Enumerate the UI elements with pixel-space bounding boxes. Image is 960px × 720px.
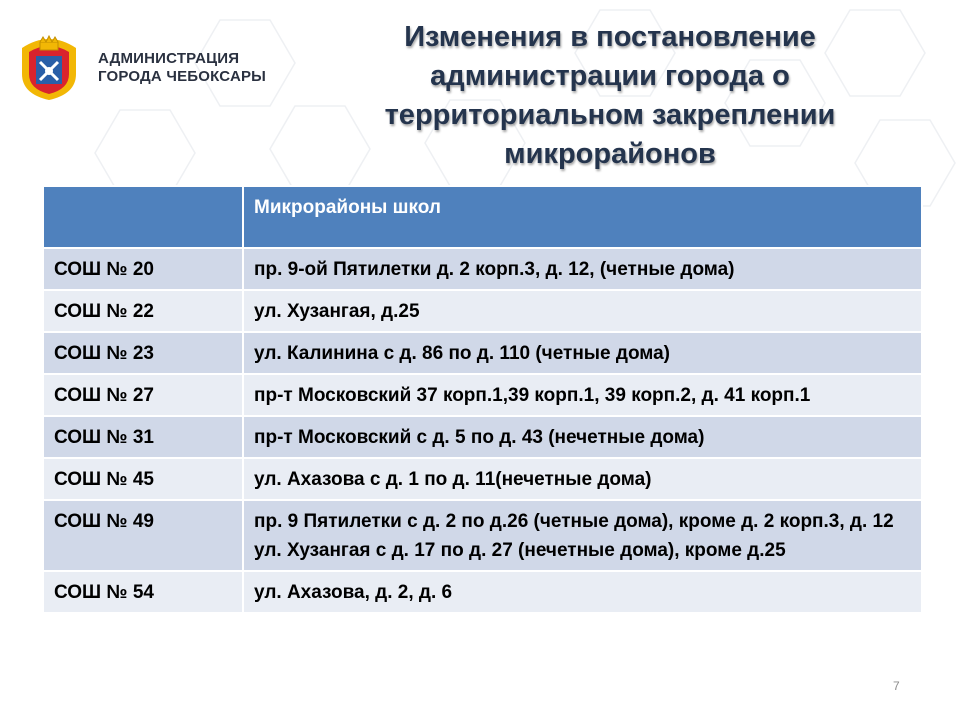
address-line: пр-т Московский 37 корп.1,39 корп.1, 39 корп.2, д. 41 корп.1 xyxy=(254,385,811,406)
address-line: ул. Ахазова, д. 2, д. 6 xyxy=(254,582,453,603)
school-cell: СОШ № 23 xyxy=(43,332,243,374)
address-line: пр. 9 Пятилетки с д. 2 по д.26 (четные дома), кроме д. 2 корп.3, д. 12 xyxy=(254,511,894,532)
address-line: ул. Калинина с д. 86 по д. 110 (четные дома) xyxy=(254,343,670,364)
addresses-cell xyxy=(243,416,922,458)
addresses-cell xyxy=(243,248,922,290)
table-row xyxy=(43,374,922,416)
title-line: Изменения в постановление xyxy=(404,21,816,53)
school-cell: СОШ № 54 xyxy=(43,571,243,613)
logo-text xyxy=(98,50,266,86)
city-administration-logo xyxy=(14,34,266,102)
address-line: пр. 9-ой Пятилетки д. 2 корп.3, д. 12, (четные дома) xyxy=(254,259,735,280)
table-header-row xyxy=(43,186,922,248)
school-cell: СОШ № 27 xyxy=(43,374,243,416)
table-row xyxy=(43,416,922,458)
title-line: территориальном закреплении xyxy=(384,99,836,131)
school-cell: СОШ № 45 xyxy=(43,458,243,500)
logo-line-2: ГОРОДА ЧЕБОКСАРЫ xyxy=(98,68,267,85)
school-cell: СОШ № 49 xyxy=(43,500,243,571)
table-row xyxy=(43,332,922,374)
school-cell: СОШ № 22 xyxy=(43,290,243,332)
table-row xyxy=(43,248,922,290)
addresses-cell xyxy=(243,332,922,374)
addresses-cell xyxy=(243,500,922,571)
school-cell: СОШ № 20 xyxy=(43,248,243,290)
city-coat-of-arms-icon xyxy=(14,34,84,102)
slide-title xyxy=(320,18,900,174)
header-cell-school xyxy=(43,186,243,248)
addresses-cell xyxy=(243,374,922,416)
table-row xyxy=(43,290,922,332)
address-line: ул. Ахазова с д. 1 по д. 11(нечетные дома) xyxy=(254,469,652,490)
title-line: администрации города о xyxy=(430,60,790,92)
addresses-cell xyxy=(243,290,922,332)
address-line: ул. Хузангая с д. 17 по д. 27 (нечетные дома), кроме д.25 xyxy=(254,540,786,561)
school-cell: СОШ № 31 xyxy=(43,416,243,458)
title-line: микрорайонов xyxy=(504,138,716,170)
address-line: ул. Хузангая, д.25 xyxy=(254,301,420,322)
table-row xyxy=(43,571,922,613)
header-cell-microdistricts: Микрорайоны школ xyxy=(243,186,922,248)
address-line: пр-т Московский с д. 5 по д. 43 (нечетные дома) xyxy=(254,427,705,448)
addresses-cell xyxy=(243,571,922,613)
page-number: 7 xyxy=(893,679,900,693)
schools-microdistrict-table xyxy=(42,185,923,614)
table-row xyxy=(43,458,922,500)
logo-line-1: АДМИНИСТРАЦИЯ xyxy=(98,50,240,67)
addresses-cell xyxy=(243,458,922,500)
table-row xyxy=(43,500,922,571)
